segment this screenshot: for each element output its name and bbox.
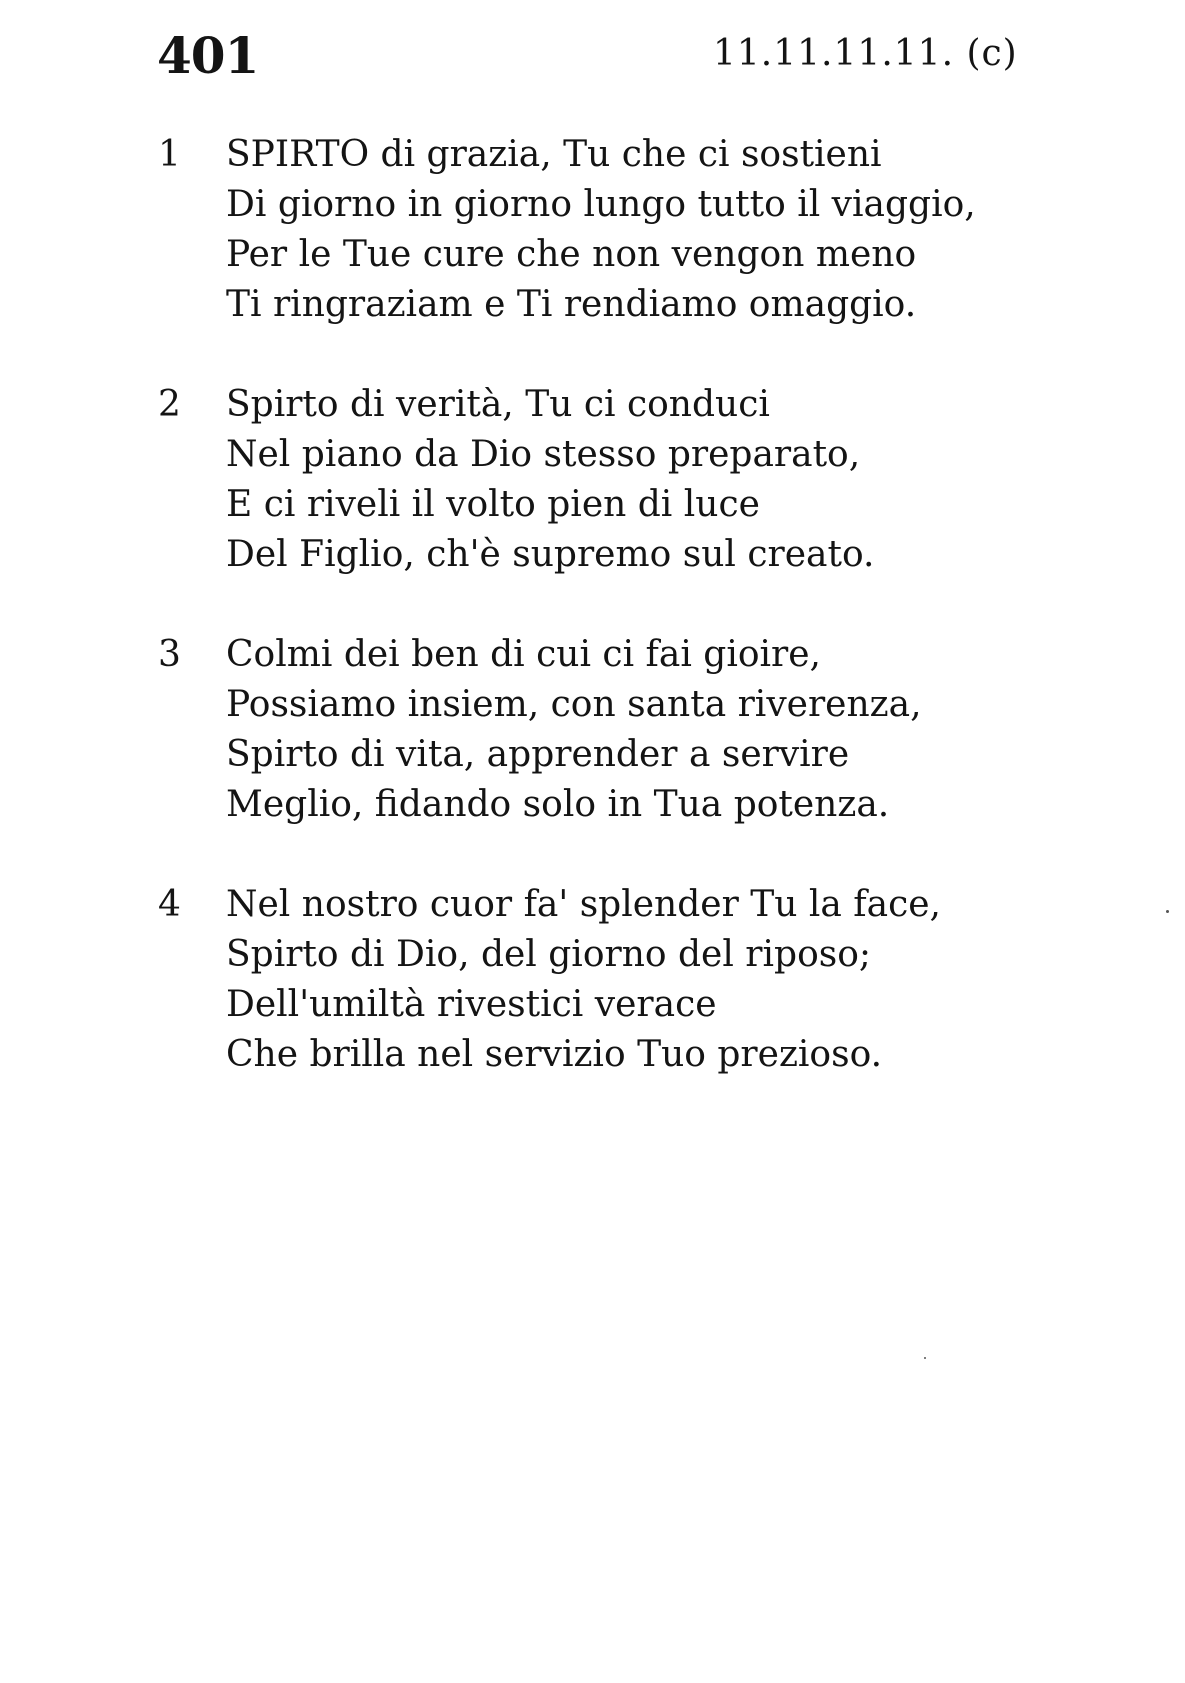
verse-line: Spirto di verità, Tu ci conduci (226, 384, 770, 425)
verse-line: Nel piano da Dio stesso preparato, (226, 434, 861, 475)
verse-line: Meglio, fidando solo in Tua potenza. (226, 784, 890, 825)
verse-lines (226, 880, 1126, 1080)
scan-speck (924, 1357, 926, 1359)
scan-speck (1166, 910, 1169, 913)
verse-line: E ci riveli il volto pien di luce (226, 484, 760, 525)
verse-lines (226, 630, 1126, 830)
verse-number: 2 (158, 384, 181, 425)
hymn-meter: 11.11.11.11. (c) (713, 33, 1018, 74)
verse-line: Che brilla nel servizio Tuo prezioso. (226, 1034, 883, 1075)
verse-number: 3 (158, 634, 181, 675)
verse-line: Per le Tue cure che non vengon meno (226, 234, 917, 275)
verse-number: 1 (158, 134, 181, 175)
verse-line: Dell'umiltà rivestici verace (226, 984, 717, 1025)
hymn-number: 401 (157, 26, 259, 85)
verse-lines (226, 380, 1126, 580)
verse-line: Ti ringraziam e Ti rendiamo omaggio. (226, 284, 917, 325)
verse-line: Di giorno in giorno lungo tutto il viaggio, (226, 184, 976, 225)
verse-line: Spirto di vita, apprender a servire (226, 734, 850, 775)
verse-line: Del Figlio, ch'è supremo sul creato. (226, 534, 875, 575)
verse-lines (226, 130, 1126, 330)
verse-line: Spirto di Dio, del giorno del riposo; (226, 934, 872, 975)
verse-number: 4 (158, 884, 181, 925)
verse-line: Colmi dei ben di cui ci fai gioire, (226, 634, 821, 675)
verse-line: Nel nostro cuor fa' splender Tu la face, (226, 884, 941, 925)
verse-line: Possiamo insiem, con santa riverenza, (226, 684, 922, 725)
verse-line: SPIRTO di grazia, Tu che ci sostieni (226, 134, 882, 175)
